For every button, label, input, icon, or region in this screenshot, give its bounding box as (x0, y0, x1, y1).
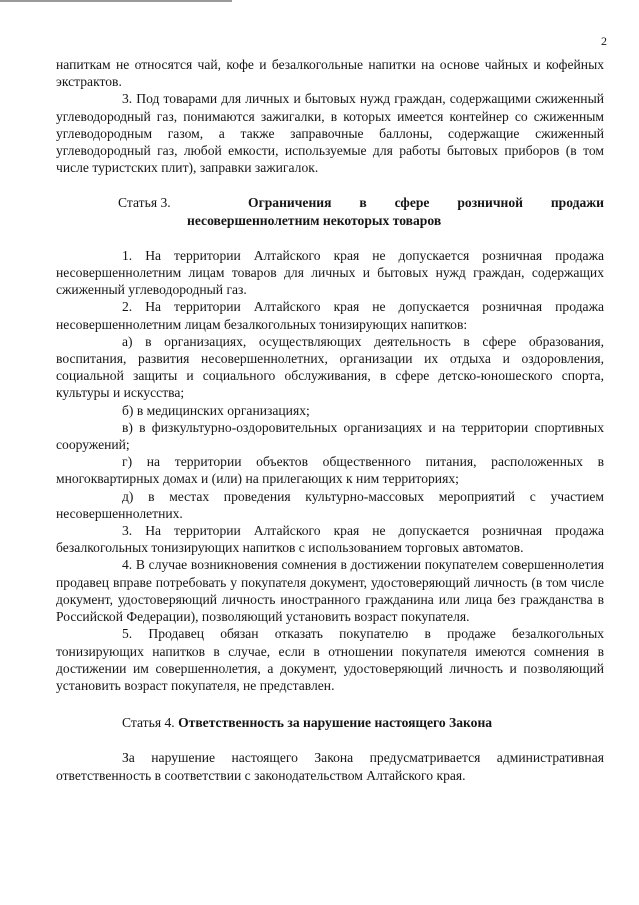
article-3-paragraph: 3. На территории Алтайского края не допускается розничная продажа безалкогольных тонизирующих напитков с использованием торговых автоматов. (56, 523, 604, 556)
article-3-paragraph: 1. На территории Алтайского края не допускается розничная продажа несовершеннолетним лицам товаров для личных и бытовых нужд граждан, содержащих сжиженный углеводородный газ. (56, 247, 604, 298)
article-3-title: Ограничения в сфере розничной продажи (248, 195, 604, 211)
article-3-subitem: а) в организациях, осуществляющих деятельность в сфере образования, воспитания, развития несовершеннолетних, организации их отдыха и оздоровления, социальной защиты и социального обслуживания, в сфере детско-юношеского спорта, культуры и искусства; (56, 333, 604, 401)
article-3-subitem: б) в медицинских организациях; (122, 402, 310, 418)
article-3-paragraph: 2. На территории Алтайского края не допускается розничная продажа несовершеннолетним лицам безалкогольных тонизирующих напитков: (56, 299, 604, 332)
article-3-subitem: в) в физкультурно-оздоровительных организациях и на территории спортивных сооружений; (56, 419, 604, 453)
article-3-subitem: г) на территории объектов общественного питания, расположенных в многоквартирных домах и (или) на прилегающих к ним территориях; (56, 454, 604, 487)
article-4-paragraph: За нарушение настоящего Закона предусматривается административная ответственность в соответствии с законодательством Алтайского края. (56, 750, 604, 783)
article-3-subitem: д) в местах проведения культурно-массовых мероприятий с участием несовершеннолетних. (56, 488, 604, 521)
article-4-heading (56, 714, 604, 731)
top-rule (0, 0, 232, 2)
article-3-paragraph: 5. Продавец обязан отказать покупателю в продаже безалкогольных тонизирующих напитков в случае, если в отношении покупателя имеются сомнения в достижении им совершеннолетия, а документ, удостоверяющий личность и позволяющий установить возраст покупателя, не представлен. (56, 626, 604, 693)
article-4-label: Статья 4. (122, 715, 175, 731)
article-4-title: Ответственность за нарушение настоящего Закона (178, 715, 493, 731)
paragraph-continuation: напиткам не относятся чай, кофе и безалкогольные напитки на основе чайных и кофейных экстрактов. (56, 57, 604, 90)
article-3-label: Статья 3. (118, 195, 171, 211)
article-3-title-line2: несовершеннолетним некоторых товаров (187, 212, 442, 228)
article-3-paragraph: 4. В случае возникновения сомнения в достижении покупателем совершеннолетия продавец вправе потребовать у покупателя документ, удостоверяющий личность (в том числе документ, удостоверяющий личность иностранного гражданина или лица без гражданства в Российской Федерации), позволяющий установить возраст покупателя. (56, 557, 604, 625)
article-3-heading (56, 194, 604, 228)
page-number: 2 (601, 34, 607, 48)
document-body (56, 56, 604, 784)
paragraph-item-3: 3. Под товарами для личных и бытовых нужд граждан, содержащими сжиженный углеводородный газ, понимаются зажигалки, в которых имеется контейнер со сжиженным углеводородным газом, а также заправочные баллоны, содержащие сжиженный углеводородный газ, любой емкости, используемые для работы бытовых приборов (в том числе туристских плит), заправки зажигалок. (56, 91, 604, 176)
